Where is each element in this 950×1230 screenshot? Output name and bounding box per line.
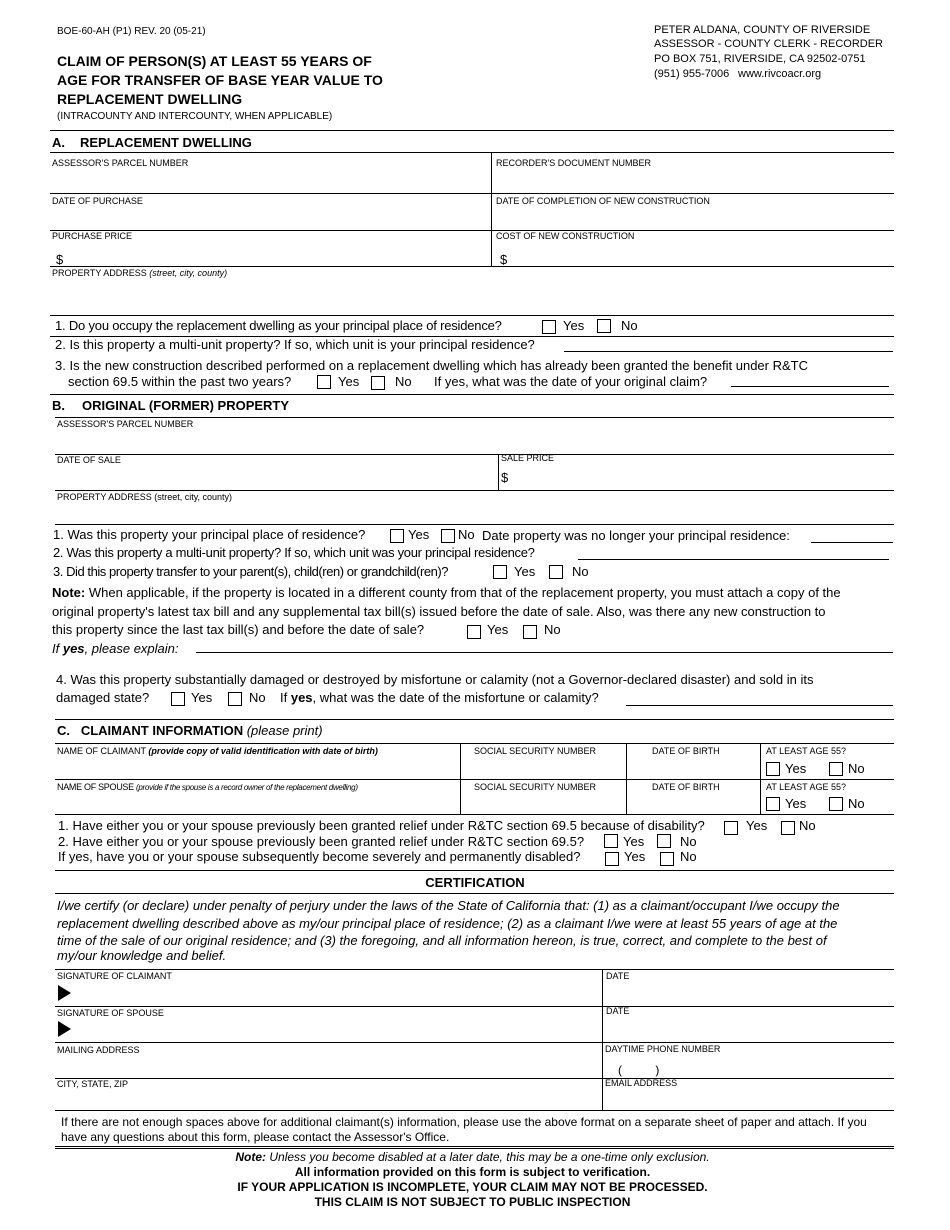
column-divider: [491, 153, 492, 267]
yes-label: Yes: [624, 849, 646, 864]
sale-price-label: SALE PRICE: [501, 453, 555, 463]
agency-address: PO BOX 751, RIVERSIDE, CA 92502-0751: [654, 53, 866, 65]
yes-label: Yes: [785, 796, 807, 811]
construction-cost-dollar: $: [500, 252, 508, 267]
footer-double-rule-top: [55, 1146, 894, 1147]
footer-extra-line2: have any questions about this form, please contact the Assessor's Office.: [61, 1130, 450, 1144]
claimant-name-label: NAME OF CLAIMANT (provide copy of valid identification with date of birth): [57, 746, 378, 756]
agency-dept: ASSESSOR - COUNTY CLERK - RECORDER: [654, 38, 884, 50]
yes-label: Yes: [408, 527, 430, 542]
rule: [55, 969, 894, 970]
form-title-line1: CLAIM OF PERSON(S) AT LEAST 55 YEARS OF: [57, 53, 372, 69]
sale-price-dollar: $: [501, 470, 509, 485]
a-q2-text: 2. Is this property a multi-unit property? If so, which unit is your principal residence?: [55, 337, 535, 352]
section-b-heading: ORIGINAL (FORMER) PROPERTY: [82, 398, 290, 413]
b-q3-yes-checkbox[interactable]: [493, 565, 507, 579]
a-q3-followup: If yes, what was the date of your original claim?: [434, 374, 708, 389]
yes-label: Yes: [746, 818, 768, 833]
agency-phone: (951) 955-7006: [654, 68, 730, 80]
replacement-apn-label: ASSESSOR'S PARCEL NUMBER: [52, 158, 189, 168]
b-q4-yes-checkbox[interactable]: [171, 692, 185, 706]
b-q1-no-checkbox[interactable]: [441, 529, 455, 543]
b-q1-yes-checkbox[interactable]: [390, 529, 404, 543]
daytime-phone-label: DAYTIME PHONE NUMBER: [605, 1044, 721, 1054]
no-label: No: [799, 818, 816, 833]
spouse-ssn-label: SOCIAL SECURITY NUMBER: [474, 782, 597, 792]
b-q4-line1: 4. Was this property substantially damaged or destroyed by misfortune or calamity (not a Governor-declared disaster) and sold in its: [56, 672, 814, 687]
b-note-line1: Note: When applicable, if the property is located in a different county from that of the replacement property, you must attach a copy of the: [52, 585, 841, 600]
form-title-line2: AGE FOR TRANSFER OF BASE YEAR VALUE TO: [57, 72, 383, 88]
city-state-zip-label: CITY, STATE, ZIP: [57, 1079, 129, 1089]
no-label: No: [395, 374, 412, 389]
spouse-age-no-checkbox[interactable]: [829, 797, 843, 811]
sale-date-label: DATE OF SALE: [57, 455, 121, 465]
recorder-doc-label: RECORDER'S DOCUMENT NUMBER: [496, 158, 652, 168]
yes-label: Yes: [514, 564, 536, 579]
certification-top-rule: [55, 870, 894, 871]
spouse-date-label: DATE: [606, 1006, 630, 1016]
spouse-dob-label: DATE OF BIRTH: [652, 782, 720, 792]
footer-public-inspection: THIS CLAIM IS NOT SUBJECT TO PUBLIC INSPECTION: [314, 1195, 631, 1209]
column-divider: [498, 454, 499, 491]
claimant-ssn-label: SOCIAL SECURITY NUMBER: [474, 746, 597, 756]
replacement-address-label: PROPERTY ADDRESS (street, city, county): [52, 268, 228, 278]
agency-name: PETER ALDANA, COUNTY OF RIVERSIDE: [654, 24, 871, 36]
b-q4-no-checkbox[interactable]: [228, 692, 242, 706]
email-address-label: EMAIL ADDRESS: [605, 1078, 678, 1088]
original-address-label: PROPERTY ADDRESS (street, city, county): [57, 492, 233, 502]
a-q3-text-line2: section 69.5 within the past two years?: [68, 374, 292, 389]
rule: [55, 454, 894, 455]
rule: [50, 230, 894, 231]
c-q1-text: 1. Have either you or your spouse previously been granted relief under R&TC section 69.5 because of disability?: [58, 818, 705, 833]
no-label: No: [249, 690, 266, 705]
certification-text-line1: I/we certify (or declare) under penalty of perjury under the laws of the State of California that: (1) as a claimant/occupant I/we occupy the: [57, 898, 840, 913]
rule: [55, 490, 894, 491]
claimant-signature-label: SIGNATURE OF CLAIMANT: [57, 971, 172, 981]
yes-label: Yes: [487, 622, 509, 637]
c-q3-no-checkbox[interactable]: [660, 852, 674, 866]
b-explain-label: If yes, please explain:: [52, 641, 179, 656]
no-longer-residence-date-line[interactable]: [811, 542, 893, 543]
b-q3-no-checkbox[interactable]: [549, 565, 563, 579]
section-c-top-rule: [55, 719, 894, 720]
section-a-top-rule: [50, 130, 894, 131]
original-apn-label: ASSESSOR'S PARCEL NUMBER: [57, 419, 194, 429]
rule: [55, 417, 894, 418]
purchase-date-label: DATE OF PURCHASE: [52, 196, 143, 206]
yes-label: Yes: [623, 834, 645, 849]
rule: [50, 315, 894, 316]
c-q1-no-checkbox[interactable]: [781, 821, 795, 835]
rule: [55, 743, 894, 744]
form-number: BOE-60-AH (P1) REV. 20 (05-21): [57, 26, 206, 37]
c-q2-text: 2. Have either you or your spouse previously been granted relief under R&TC section 69.5?: [58, 834, 585, 849]
spouse-age-yes-checkbox[interactable]: [766, 797, 780, 811]
rule: [55, 1042, 894, 1043]
footer-extra-line1: If there are not enough spaces above for additional claimant(s) information, please use the above format on a separate sheet of paper and attach. If you: [61, 1115, 867, 1129]
rule: [50, 193, 492, 194]
spouse-age-label: AT LEAST AGE 55?: [766, 782, 847, 792]
b-note-line3: this property since the last tax bill(s) and before the date of sale?: [52, 622, 425, 637]
column-divider: [602, 969, 603, 1110]
certification-heading: CERTIFICATION: [425, 875, 525, 890]
a-q3-yes-checkbox[interactable]: [317, 375, 331, 389]
yes-label: Yes: [785, 761, 807, 776]
rule: [55, 1006, 894, 1007]
purchase-price-label: PURCHASE PRICE: [52, 231, 133, 241]
a-q3-no-checkbox[interactable]: [371, 376, 385, 390]
original-claim-date-line[interactable]: [731, 386, 889, 387]
b-explain-line[interactable]: [196, 652, 893, 653]
section-b-letter: B.: [52, 398, 65, 413]
footer-double-rule-bottom: [55, 1148, 894, 1149]
section-c-heading: C. CLAIMANT INFORMATION (please print): [57, 723, 323, 738]
c-q1-yes-checkbox[interactable]: [724, 821, 738, 835]
no-label: No: [848, 761, 865, 776]
rule: [55, 893, 894, 894]
construction-cost-label: COST OF NEW CONSTRUCTION: [496, 231, 635, 241]
section-a-letter: A.: [52, 135, 65, 150]
spouse-signature-label: SIGNATURE OF SPOUSE: [57, 1008, 164, 1018]
yes-label: Yes: [191, 690, 213, 705]
claimant-signature-arrow-icon: [58, 985, 71, 1001]
b-q4-line2: damaged state?: [56, 690, 150, 705]
purchase-price-dollar: $: [56, 252, 64, 267]
a-q3-text-line1: 3. Is the new construction described performed on a replacement dwelling which has already been granted the benefit under R&TC: [55, 358, 808, 373]
rule: [55, 1078, 894, 1079]
yes-label: Yes: [338, 374, 360, 389]
b-q1-followup: Date property was no longer your principal residence:: [482, 528, 790, 543]
section-b-top-rule: [50, 394, 894, 395]
footer-incomplete-warning: IF YOUR APPLICATION IS INCOMPLETE, YOUR CLAIM MAY NOT BE PROCESSED.: [237, 1180, 708, 1194]
b-q3-text: 3. Did this property transfer to your parent(s), child(ren) or grandchild(ren)?: [53, 564, 449, 579]
certification-text-line4: my/our knowledge and belief.: [57, 948, 227, 963]
agency-website[interactable]: www.rivcoacr.org: [738, 68, 822, 80]
form-title-line3: REPLACEMENT DWELLING: [57, 91, 243, 107]
c-q2-no-checkbox[interactable]: [657, 834, 671, 848]
claimant-date-label: DATE: [606, 971, 630, 981]
rule: [491, 193, 894, 194]
a-q1-text: 1. Do you occupy the replacement dwelling as your principal place of residence?: [55, 318, 502, 333]
c-q2-yes-checkbox[interactable]: [604, 834, 618, 848]
c-q3-text: If yes, have you or your spouse subsequently become severely and permanently disabled?: [58, 849, 581, 864]
no-label: No: [544, 622, 561, 637]
rule: [50, 266, 894, 267]
certification-text-line3: time of the sale of our original residence; and (3) the foregoing, and all information hereon, is true, correct, and complete to the best of: [57, 933, 827, 948]
rule: [50, 152, 894, 153]
no-label: No: [621, 318, 638, 333]
no-label: No: [572, 564, 589, 579]
a-q2-answer-line[interactable]: [564, 351, 893, 352]
form-subtitle: (INTRACOUNTY AND INTERCOUNTY, WHEN APPLICABLE): [57, 111, 333, 122]
rule: [55, 814, 894, 815]
a-q1-yes-checkbox[interactable]: [542, 320, 556, 334]
spouse-signature-arrow-icon: [58, 1021, 71, 1037]
section-a-heading: REPLACEMENT DWELLING: [80, 135, 252, 150]
rule: [55, 779, 894, 780]
spouse-name-label: NAME OF SPOUSE (provide if the spouse is a record owner of the replacement dwelling): [57, 782, 358, 792]
yes-label: Yes: [563, 318, 585, 333]
b-newconstruction-yes-checkbox[interactable]: [467, 625, 481, 639]
b-q1-text: 1. Was this property your principal place of residence?: [53, 527, 366, 542]
b-note-line2: original property's latest tax bill and any supplemental tax bill(s) issued before the date of sale. Also, was there any new construction to: [52, 604, 826, 619]
b-newconstruction-no-checkbox[interactable]: [523, 625, 537, 639]
certification-text-line2: replacement dwelling described above as my/our principal place of residence; (2) as a claimant I/we were at least 55 years of age at the: [57, 916, 838, 931]
calamity-date-line[interactable]: [626, 705, 893, 706]
rule: [55, 1110, 894, 1111]
rule: [55, 524, 894, 525]
b-q2-text: 2. Was this property a multi-unit property? If so, which unit was your principal residence?: [53, 545, 535, 560]
no-label: No: [680, 849, 697, 864]
phone-area-code-parens[interactable]: ( ): [618, 1063, 660, 1077]
b-q2-answer-line[interactable]: [578, 559, 889, 560]
a-q1-no-checkbox[interactable]: [597, 319, 611, 333]
footer-note: Note: Unless you become disabled at a later date, this may be a one-time only exclusion.: [235, 1150, 710, 1164]
completion-date-label: DATE OF COMPLETION OF NEW CONSTRUCTION: [496, 196, 710, 206]
footer-verification: All information provided on this form is subject to verification.: [294, 1165, 651, 1179]
claimant-age-yes-checkbox[interactable]: [766, 762, 780, 776]
mailing-address-label: MAILING ADDRESS: [57, 1045, 140, 1055]
no-label: No: [848, 796, 865, 811]
claimant-dob-label: DATE OF BIRTH: [652, 746, 720, 756]
claimant-age-no-checkbox[interactable]: [829, 762, 843, 776]
no-label: No: [458, 527, 475, 542]
c-q3-yes-checkbox[interactable]: [605, 852, 619, 866]
b-q4-followup: If yes, what was the date of the misfortune or calamity?: [280, 690, 599, 705]
no-label: No: [680, 834, 697, 849]
claimant-age-label: AT LEAST AGE 55?: [766, 746, 847, 756]
